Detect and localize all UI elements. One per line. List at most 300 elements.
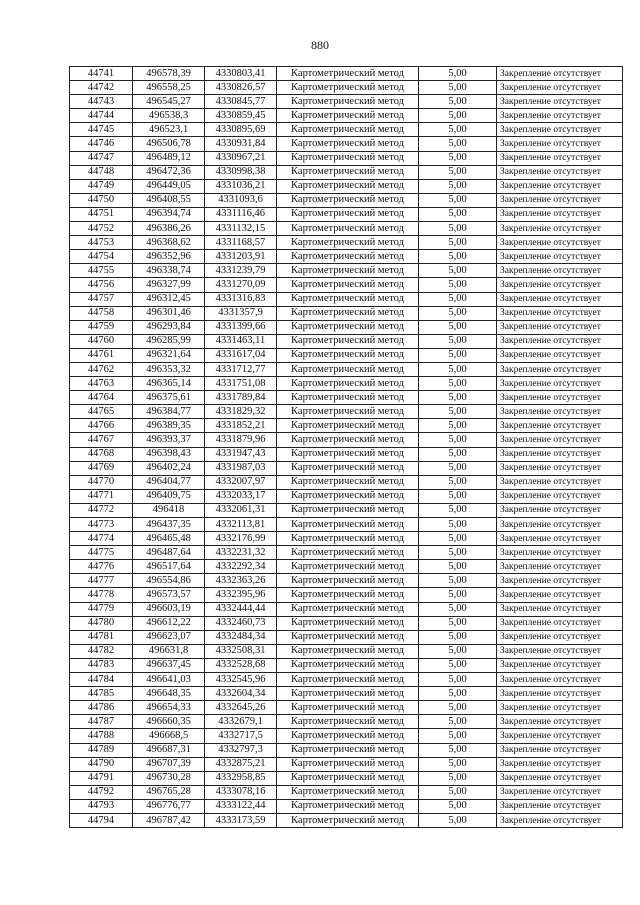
x-coordinate-cell: 496538,3 <box>133 109 205 123</box>
note-cell: Закрепление отсутствует <box>497 320 623 334</box>
table-row <box>70 588 623 602</box>
table-row <box>70 405 623 419</box>
x-coordinate-cell: 496353,32 <box>133 362 205 376</box>
note-cell: Закрепление отсутствует <box>497 306 623 320</box>
method-cell: Картометрический метод <box>277 475 419 489</box>
error-cell: 5,00 <box>419 687 497 701</box>
y-coordinate-cell: 4331987,03 <box>205 461 277 475</box>
y-coordinate-cell: 4333078,16 <box>205 785 277 799</box>
table-row <box>70 236 623 250</box>
x-coordinate-cell: 496338,74 <box>133 264 205 278</box>
point-id-cell: 44774 <box>70 532 133 546</box>
x-coordinate-cell: 496368,62 <box>133 236 205 250</box>
y-coordinate-cell: 4331036,21 <box>205 179 277 193</box>
coordinates-table-body <box>70 67 623 828</box>
method-cell: Картометрический метод <box>277 743 419 757</box>
error-cell: 5,00 <box>419 236 497 250</box>
table-row <box>70 475 623 489</box>
method-cell: Картометрический метод <box>277 602 419 616</box>
x-coordinate-cell: 496578,39 <box>133 67 205 81</box>
method-cell: Картометрический метод <box>277 334 419 348</box>
note-cell: Закрепление отсутствует <box>497 602 623 616</box>
error-cell: 5,00 <box>419 193 497 207</box>
method-cell: Картометрический метод <box>277 109 419 123</box>
error-cell: 5,00 <box>419 630 497 644</box>
x-coordinate-cell: 496765,28 <box>133 785 205 799</box>
method-cell: Картометрический метод <box>277 95 419 109</box>
y-coordinate-cell: 4331239,79 <box>205 264 277 278</box>
table-row <box>70 602 623 616</box>
table-row <box>70 334 623 348</box>
note-cell: Закрепление отсутствует <box>497 151 623 165</box>
y-coordinate-cell: 4332007,97 <box>205 475 277 489</box>
error-cell: 5,00 <box>419 729 497 743</box>
note-cell: Закрепление отсутствует <box>497 207 623 221</box>
table-row <box>70 207 623 221</box>
y-coordinate-cell: 4331168,57 <box>205 236 277 250</box>
note-cell: Закрепление отсутствует <box>497 503 623 517</box>
method-cell: Картометрический метод <box>277 673 419 687</box>
note-cell: Закрепление отсутствует <box>497 743 623 757</box>
method-cell: Картометрический метод <box>277 67 419 81</box>
method-cell: Картометрический метод <box>277 518 419 532</box>
method-cell: Картометрический метод <box>277 616 419 630</box>
y-coordinate-cell: 4331789,84 <box>205 391 277 405</box>
method-cell: Картометрический метод <box>277 348 419 362</box>
note-cell: Закрепление отсутствует <box>497 644 623 658</box>
point-id-cell: 44770 <box>70 475 133 489</box>
point-id-cell: 44793 <box>70 799 133 813</box>
error-cell: 5,00 <box>419 771 497 785</box>
y-coordinate-cell: 4332679,1 <box>205 715 277 729</box>
y-coordinate-cell: 4332460,73 <box>205 616 277 630</box>
table-row <box>70 447 623 461</box>
y-coordinate-cell: 4330859,45 <box>205 109 277 123</box>
note-cell: Закрепление отсутствует <box>497 771 623 785</box>
table-row <box>70 687 623 701</box>
point-id-cell: 44773 <box>70 518 133 532</box>
note-cell: Закрепление отсутствует <box>497 278 623 292</box>
point-id-cell: 44783 <box>70 658 133 672</box>
y-coordinate-cell: 4332958,85 <box>205 771 277 785</box>
method-cell: Картометрический метод <box>277 489 419 503</box>
note-cell: Закрепление отсутствует <box>497 348 623 362</box>
point-id-cell: 44749 <box>70 179 133 193</box>
point-id-cell: 44780 <box>70 616 133 630</box>
table-row <box>70 518 623 532</box>
error-cell: 5,00 <box>419 532 497 546</box>
point-id-cell: 44747 <box>70 151 133 165</box>
point-id-cell: 44787 <box>70 715 133 729</box>
note-cell: Закрепление отсутствует <box>497 334 623 348</box>
table-row <box>70 250 623 264</box>
y-coordinate-cell: 4330967,21 <box>205 151 277 165</box>
error-cell: 5,00 <box>419 348 497 362</box>
x-coordinate-cell: 496545,27 <box>133 95 205 109</box>
point-id-cell: 44769 <box>70 461 133 475</box>
note-cell: Закрепление отсутствует <box>497 405 623 419</box>
error-cell: 5,00 <box>419 785 497 799</box>
x-coordinate-cell: 496517,64 <box>133 560 205 574</box>
table-row <box>70 658 623 672</box>
error-cell: 5,00 <box>419 743 497 757</box>
error-cell: 5,00 <box>419 123 497 137</box>
x-coordinate-cell: 496506,78 <box>133 137 205 151</box>
error-cell: 5,00 <box>419 546 497 560</box>
error-cell: 5,00 <box>419 334 497 348</box>
error-cell: 5,00 <box>419 264 497 278</box>
method-cell: Картометрический метод <box>277 419 419 433</box>
y-coordinate-cell: 4331132,15 <box>205 222 277 236</box>
y-coordinate-cell: 4332395,96 <box>205 588 277 602</box>
y-coordinate-cell: 4332875,21 <box>205 757 277 771</box>
point-id-cell: 44788 <box>70 729 133 743</box>
note-cell: Закрепление отсутствует <box>497 236 623 250</box>
y-coordinate-cell: 4331852,21 <box>205 419 277 433</box>
note-cell: Закрепление отсутствует <box>497 165 623 179</box>
point-id-cell: 44757 <box>70 292 133 306</box>
point-id-cell: 44786 <box>70 701 133 715</box>
note-cell: Закрепление отсутствует <box>497 391 623 405</box>
error-cell: 5,00 <box>419 447 497 461</box>
note-cell: Закрепление отсутствует <box>497 377 623 391</box>
note-cell: Закрепление отсутствует <box>497 362 623 376</box>
note-cell: Закрепление отсутствует <box>497 616 623 630</box>
y-coordinate-cell: 4332033,17 <box>205 489 277 503</box>
x-coordinate-cell: 496603,19 <box>133 602 205 616</box>
x-coordinate-cell: 496660,35 <box>133 715 205 729</box>
point-id-cell: 44759 <box>70 320 133 334</box>
y-coordinate-cell: 4330826,57 <box>205 81 277 95</box>
error-cell: 5,00 <box>419 433 497 447</box>
error-cell: 5,00 <box>419 137 497 151</box>
method-cell: Картометрический метод <box>277 278 419 292</box>
error-cell: 5,00 <box>419 588 497 602</box>
table-row <box>70 306 623 320</box>
table-row <box>70 137 623 151</box>
table-row <box>70 362 623 376</box>
y-coordinate-cell: 4331947,43 <box>205 447 277 461</box>
y-coordinate-cell: 4332113,81 <box>205 518 277 532</box>
error-cell: 5,00 <box>419 461 497 475</box>
error-cell: 5,00 <box>419 658 497 672</box>
method-cell: Картометрический метод <box>277 785 419 799</box>
method-cell: Картометрический метод <box>277 588 419 602</box>
table-row <box>70 673 623 687</box>
y-coordinate-cell: 4330895,69 <box>205 123 277 137</box>
table-row <box>70 123 623 137</box>
y-coordinate-cell: 4332061,31 <box>205 503 277 517</box>
table-row <box>70 151 623 165</box>
table-row <box>70 67 623 81</box>
method-cell: Картометрический метод <box>277 771 419 785</box>
point-id-cell: 44766 <box>70 419 133 433</box>
method-cell: Картометрический метод <box>277 433 419 447</box>
table-row <box>70 799 623 813</box>
point-id-cell: 44792 <box>70 785 133 799</box>
y-coordinate-cell: 4331712,77 <box>205 362 277 376</box>
point-id-cell: 44790 <box>70 757 133 771</box>
x-coordinate-cell: 496408,55 <box>133 193 205 207</box>
error-cell: 5,00 <box>419 673 497 687</box>
note-cell: Закрепление отсутствует <box>497 292 623 306</box>
table-row <box>70 391 623 405</box>
y-coordinate-cell: 4332444,44 <box>205 602 277 616</box>
method-cell: Картометрический метод <box>277 574 419 588</box>
x-coordinate-cell: 496404,77 <box>133 475 205 489</box>
note-cell: Закрепление отсутствует <box>497 475 623 489</box>
method-cell: Картометрический метод <box>277 644 419 658</box>
point-id-cell: 44761 <box>70 348 133 362</box>
point-id-cell: 44750 <box>70 193 133 207</box>
x-coordinate-cell: 496375,61 <box>133 391 205 405</box>
error-cell: 5,00 <box>419 222 497 236</box>
error-cell: 5,00 <box>419 320 497 334</box>
method-cell: Картометрический метод <box>277 503 419 517</box>
x-coordinate-cell: 496623,07 <box>133 630 205 644</box>
x-coordinate-cell: 496384,77 <box>133 405 205 419</box>
x-coordinate-cell: 496285,99 <box>133 334 205 348</box>
method-cell: Картометрический метод <box>277 757 419 771</box>
table-row <box>70 715 623 729</box>
method-cell: Картометрический метод <box>277 165 419 179</box>
table-row <box>70 701 623 715</box>
method-cell: Картометрический метод <box>277 264 419 278</box>
point-id-cell: 44754 <box>70 250 133 264</box>
point-id-cell: 44782 <box>70 644 133 658</box>
error-cell: 5,00 <box>419 67 497 81</box>
method-cell: Картометрический метод <box>277 729 419 743</box>
x-coordinate-cell: 496472,36 <box>133 165 205 179</box>
x-coordinate-cell: 496612,22 <box>133 616 205 630</box>
note-cell: Закрепление отсутствует <box>497 785 623 799</box>
method-cell: Картометрический метод <box>277 377 419 391</box>
table-row <box>70 644 623 658</box>
note-cell: Закрепление отсутствует <box>497 447 623 461</box>
table-row <box>70 95 623 109</box>
point-id-cell: 44777 <box>70 574 133 588</box>
error-cell: 5,00 <box>419 644 497 658</box>
table-row <box>70 419 623 433</box>
y-coordinate-cell: 4332604,34 <box>205 687 277 701</box>
point-id-cell: 44746 <box>70 137 133 151</box>
error-cell: 5,00 <box>419 292 497 306</box>
x-coordinate-cell: 496386,26 <box>133 222 205 236</box>
error-cell: 5,00 <box>419 757 497 771</box>
note-cell: Закрепление отсутствует <box>497 658 623 672</box>
table-row <box>70 264 623 278</box>
error-cell: 5,00 <box>419 109 497 123</box>
method-cell: Картометрический метод <box>277 81 419 95</box>
point-id-cell: 44762 <box>70 362 133 376</box>
note-cell: Закрепление отсутствует <box>497 461 623 475</box>
note-cell: Закрепление отсутствует <box>497 95 623 109</box>
point-id-cell: 44791 <box>70 771 133 785</box>
note-cell: Закрепление отсутствует <box>497 799 623 813</box>
x-coordinate-cell: 496641,03 <box>133 673 205 687</box>
method-cell: Картометрический метод <box>277 532 419 546</box>
note-cell: Закрепление отсутствует <box>497 715 623 729</box>
x-coordinate-cell: 496394,74 <box>133 207 205 221</box>
note-cell: Закрепление отсутствует <box>497 588 623 602</box>
x-coordinate-cell: 496418 <box>133 503 205 517</box>
table-row <box>70 813 623 827</box>
method-cell: Картометрический метод <box>277 236 419 250</box>
x-coordinate-cell: 496730,28 <box>133 771 205 785</box>
error-cell: 5,00 <box>419 377 497 391</box>
x-coordinate-cell: 496352,96 <box>133 250 205 264</box>
y-coordinate-cell: 4332717,5 <box>205 729 277 743</box>
method-cell: Картометрический метод <box>277 687 419 701</box>
method-cell: Картометрический метод <box>277 560 419 574</box>
point-id-cell: 44742 <box>70 81 133 95</box>
table-row <box>70 109 623 123</box>
method-cell: Картометрический метод <box>277 320 419 334</box>
note-cell: Закрепление отсутствует <box>497 630 623 644</box>
error-cell: 5,00 <box>419 207 497 221</box>
x-coordinate-cell: 496637,45 <box>133 658 205 672</box>
x-coordinate-cell: 496687,31 <box>133 743 205 757</box>
x-coordinate-cell: 496293,84 <box>133 320 205 334</box>
method-cell: Картометрический метод <box>277 193 419 207</box>
point-id-cell: 44771 <box>70 489 133 503</box>
x-coordinate-cell: 496776,77 <box>133 799 205 813</box>
method-cell: Картометрический метод <box>277 405 419 419</box>
x-coordinate-cell: 496558,25 <box>133 81 205 95</box>
y-coordinate-cell: 4330998,38 <box>205 165 277 179</box>
x-coordinate-cell: 496554,86 <box>133 574 205 588</box>
error-cell: 5,00 <box>419 503 497 517</box>
note-cell: Закрепление отсутствует <box>497 673 623 687</box>
point-id-cell: 44744 <box>70 109 133 123</box>
y-coordinate-cell: 4332508,31 <box>205 644 277 658</box>
table-row <box>70 179 623 193</box>
table-row <box>70 489 623 503</box>
table-row <box>70 461 623 475</box>
point-id-cell: 44772 <box>70 503 133 517</box>
point-id-cell: 44785 <box>70 687 133 701</box>
error-cell: 5,00 <box>419 518 497 532</box>
coordinates-table <box>69 66 623 828</box>
error-cell: 5,00 <box>419 179 497 193</box>
table-row <box>70 743 623 757</box>
note-cell: Закрепление отсутствует <box>497 729 623 743</box>
x-coordinate-cell: 496654,33 <box>133 701 205 715</box>
table-row <box>70 785 623 799</box>
note-cell: Закрепление отсутствует <box>497 264 623 278</box>
note-cell: Закрепление отсутствует <box>497 687 623 701</box>
table-row <box>70 616 623 630</box>
error-cell: 5,00 <box>419 489 497 503</box>
method-cell: Картометрический метод <box>277 137 419 151</box>
table-row <box>70 433 623 447</box>
method-cell: Картометрический метод <box>277 546 419 560</box>
x-coordinate-cell: 496301,46 <box>133 306 205 320</box>
method-cell: Картометрический метод <box>277 701 419 715</box>
y-coordinate-cell: 4332797,3 <box>205 743 277 757</box>
y-coordinate-cell: 4332645,26 <box>205 701 277 715</box>
x-coordinate-cell: 496707,39 <box>133 757 205 771</box>
error-cell: 5,00 <box>419 419 497 433</box>
method-cell: Картометрический метод <box>277 391 419 405</box>
y-coordinate-cell: 4330931,84 <box>205 137 277 151</box>
point-id-cell: 44765 <box>70 405 133 419</box>
x-coordinate-cell: 496312,45 <box>133 292 205 306</box>
note-cell: Закрепление отсутствует <box>497 123 623 137</box>
y-coordinate-cell: 4332292,34 <box>205 560 277 574</box>
error-cell: 5,00 <box>419 391 497 405</box>
point-id-cell: 44763 <box>70 377 133 391</box>
table-row <box>70 292 623 306</box>
y-coordinate-cell: 4331751,08 <box>205 377 277 391</box>
error-cell: 5,00 <box>419 306 497 320</box>
note-cell: Закрепление отсутствует <box>497 137 623 151</box>
note-cell: Закрепление отсутствует <box>497 574 623 588</box>
y-coordinate-cell: 4331093,6 <box>205 193 277 207</box>
error-cell: 5,00 <box>419 405 497 419</box>
x-coordinate-cell: 496402,24 <box>133 461 205 475</box>
error-cell: 5,00 <box>419 278 497 292</box>
table-row <box>70 630 623 644</box>
y-coordinate-cell: 4332231,32 <box>205 546 277 560</box>
x-coordinate-cell: 496523,1 <box>133 123 205 137</box>
y-coordinate-cell: 4331270,09 <box>205 278 277 292</box>
page-number: 880 <box>311 38 329 52</box>
x-coordinate-cell: 496668,5 <box>133 729 205 743</box>
y-coordinate-cell: 4330803,41 <box>205 67 277 81</box>
x-coordinate-cell: 496631,8 <box>133 644 205 658</box>
note-cell: Закрепление отсутствует <box>497 518 623 532</box>
x-coordinate-cell: 496787,42 <box>133 813 205 827</box>
note-cell: Закрепление отсутствует <box>497 560 623 574</box>
x-coordinate-cell: 496489,12 <box>133 151 205 165</box>
error-cell: 5,00 <box>419 95 497 109</box>
note-cell: Закрепление отсутствует <box>497 433 623 447</box>
y-coordinate-cell: 4332528,68 <box>205 658 277 672</box>
table-row <box>70 771 623 785</box>
table-row <box>70 165 623 179</box>
y-coordinate-cell: 4332363,26 <box>205 574 277 588</box>
point-id-cell: 44758 <box>70 306 133 320</box>
y-coordinate-cell: 4331829,32 <box>205 405 277 419</box>
point-id-cell: 44778 <box>70 588 133 602</box>
x-coordinate-cell: 496648,35 <box>133 687 205 701</box>
point-id-cell: 44743 <box>70 95 133 109</box>
note-cell: Закрепление отсутствует <box>497 179 623 193</box>
table-row <box>70 377 623 391</box>
y-coordinate-cell: 4333122,44 <box>205 799 277 813</box>
point-id-cell: 44748 <box>70 165 133 179</box>
x-coordinate-cell: 496365,14 <box>133 377 205 391</box>
note-cell: Закрепление отсутствует <box>497 701 623 715</box>
y-coordinate-cell: 4330845,77 <box>205 95 277 109</box>
error-cell: 5,00 <box>419 574 497 588</box>
method-cell: Картометрический метод <box>277 306 419 320</box>
y-coordinate-cell: 4332545,96 <box>205 673 277 687</box>
x-coordinate-cell: 496398,43 <box>133 447 205 461</box>
x-coordinate-cell: 496465,48 <box>133 532 205 546</box>
point-id-cell: 44751 <box>70 207 133 221</box>
point-id-cell: 44764 <box>70 391 133 405</box>
x-coordinate-cell: 496573,57 <box>133 588 205 602</box>
table-row <box>70 546 623 560</box>
note-cell: Закрепление отсутствует <box>497 250 623 264</box>
x-coordinate-cell: 496327,99 <box>133 278 205 292</box>
method-cell: Картометрический метод <box>277 362 419 376</box>
x-coordinate-cell: 496393,37 <box>133 433 205 447</box>
method-cell: Картометрический метод <box>277 447 419 461</box>
method-cell: Картометрический метод <box>277 179 419 193</box>
